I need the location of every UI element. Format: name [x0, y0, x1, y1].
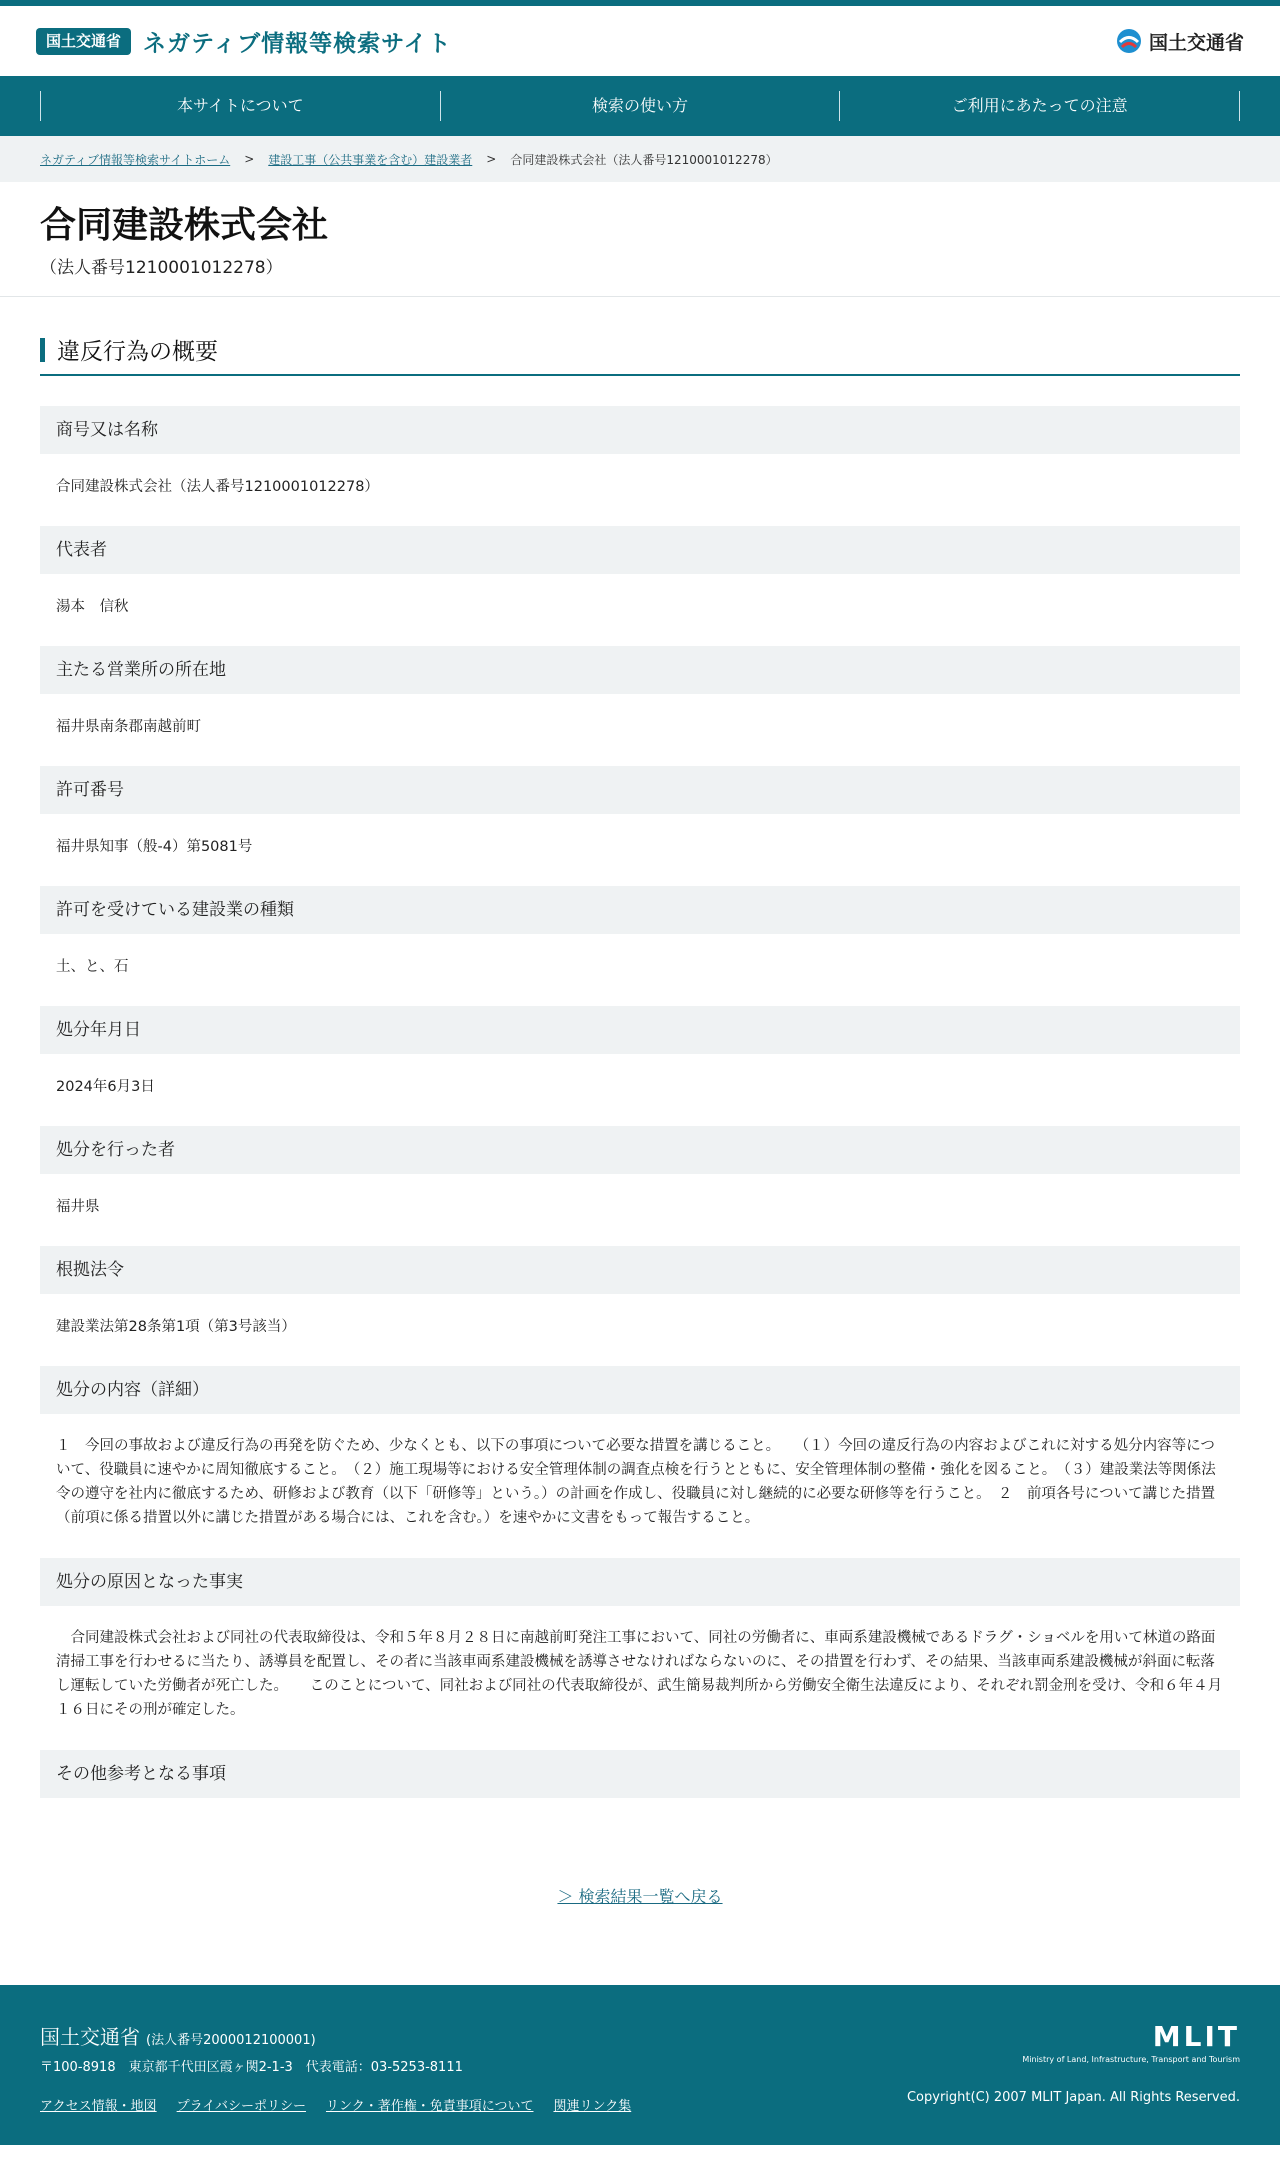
footer-org-corp-no: (法人番号2000012100001) — [146, 2033, 316, 2049]
mlit-emblem-icon — [1115, 27, 1143, 55]
footer-link-access[interactable]: アクセス情報・地図 — [40, 2099, 157, 2115]
nav-about[interactable]: 本サイトについて — [40, 91, 440, 121]
footer-link-related[interactable]: 関連リンク集 — [553, 2099, 632, 2115]
field-value: 福井県南条郡南越前町 — [56, 719, 201, 736]
field-value: 福井県 — [56, 1199, 100, 1216]
field-disposing-authority — [40, 1126, 1240, 1246]
footer-org-name: 国土交通省 — [40, 2025, 140, 2050]
field-label: 根拠法令 — [40, 1246, 1240, 1294]
copyright: Copyright(C) 2007 MLIT Japan. All Rights Reserved. — [906, 2090, 1240, 2106]
site-title: ネガティブ情報等検索サイト — [143, 30, 452, 57]
field-label: 処分年月日 — [40, 1006, 1240, 1054]
breadcrumb — [0, 136, 1280, 182]
mlit-wordmark-subtitle: Ministry of Land, Infrastructure, Transport and Tourism — [1022, 2055, 1240, 2065]
field-representative — [40, 526, 1240, 646]
field-label: 代表者 — [40, 526, 1240, 574]
field-office-location — [40, 646, 1240, 766]
footer-address: 〒100-8918 東京都千代田区霞ヶ関2-1-3 代表電話：03-5253-8111 — [40, 2060, 463, 2076]
field-value: 土、と、石 — [56, 959, 129, 976]
mlit-wordmark: MLIT — [1152, 2020, 1240, 2054]
field-value: 福井県知事（般-4）第5081号 — [56, 839, 253, 856]
field-trade-name — [40, 406, 1240, 526]
heading-accent-bar — [40, 338, 45, 362]
footer-link-copyright[interactable]: リンク・著作権・免責事項について — [325, 2099, 534, 2115]
nav-how-to-search[interactable]: 検索の使い方 — [440, 91, 840, 121]
section-heading — [40, 333, 1240, 376]
footer-mlit-logo — [1022, 2020, 1240, 2065]
field-label: 処分を行った者 — [40, 1126, 1240, 1174]
site-brand[interactable] — [36, 25, 452, 58]
field-license-number — [40, 766, 1240, 886]
field-business-types — [40, 886, 1240, 1006]
field-value: 合同建設株式会社（法人番号1210001012278） — [56, 479, 379, 496]
field-label: 商号又は名称 — [40, 406, 1240, 454]
field-label: 許可を受けている建設業の種類 — [40, 886, 1240, 934]
field-label: 許可番号 — [40, 766, 1240, 814]
back-link-wrap — [40, 1884, 1240, 1907]
field-other-notes — [40, 1750, 1240, 1838]
breadcrumb-separator: > — [486, 152, 497, 166]
page-title-block — [0, 182, 1280, 297]
field-legal-basis — [40, 1246, 1240, 1366]
field-label: 主たる営業所の所在地 — [40, 646, 1240, 694]
breadcrumb-current: 合同建設株式会社（法人番号1210001012278） — [510, 152, 778, 167]
field-disposition-details — [40, 1366, 1240, 1558]
breadcrumb-home[interactable]: ネガティブ情報等検索サイトホーム — [40, 152, 231, 167]
field-label: 処分の内容（詳細） — [40, 1366, 1240, 1414]
breadcrumb-category[interactable]: 建設工事（公共事業を含む）建設業者 — [268, 152, 473, 167]
mlit-logo[interactable] — [1115, 27, 1244, 55]
site-footer — [0, 1985, 1280, 2145]
global-nav — [0, 76, 1280, 136]
section-title: 違反行為の概要 — [57, 339, 218, 366]
corporate-number: （法人番号1210001012278） — [40, 258, 283, 279]
field-cause-facts — [40, 1558, 1240, 1750]
field-value: 合同建設株式会社および同社の代表取締役は、令和５年８月２８日に南越前町発注工事において、同社の労働者に、車両系建設機械であるドラグ・ショベルを用いて林道の路面清掃工事を行わせるに当たり、誘導員を配置し、その者に当該車両系建設機械を誘導させなければならないのに、その措置を行わず、その結果、当該車両系建設機械が斜面に転落し運転していた労働者が死亡した。 このことについて、同社および同社の代表取締役が、武生簡易裁判所から労働安全衛生法違反により、それぞれ罰金刑を受け、令和６年４月１６日にその刑が確定した。 — [56, 1630, 1223, 1719]
nav-usage-notes[interactable]: ご利用にあたっての注意 — [839, 91, 1240, 121]
main-content — [0, 297, 1280, 1907]
site-header — [0, 6, 1280, 76]
field-label: 処分の原因となった事実 — [40, 1558, 1240, 1606]
field-disposition-date — [40, 1006, 1240, 1126]
field-value — [40, 1798, 1240, 1838]
page-title: 合同建設株式会社 — [40, 205, 329, 246]
breadcrumb-separator: > — [244, 152, 255, 166]
field-value: 湯本 信秋 — [56, 599, 129, 616]
footer-link-privacy[interactable]: プライバシーポリシー — [176, 2099, 306, 2115]
field-value: 建設業法第28条第1項（第3号該当） — [56, 1319, 296, 1336]
field-value: 2024年6月3日 — [56, 1079, 155, 1096]
back-to-results-link[interactable]: ＞ 検索結果一覧へ戻る — [557, 1887, 723, 1907]
field-value: １ 今回の事故および違反行為の再発を防ぐため、少なくとも、以下の事項について必要な措置を講じること。 （１）今回の違反行為の内容およびこれに対する処分内容等について、役職員に速やかに周知徹底すること。 （２）施工現場等における安全管理体制の調査点検を行うとともに、安全管理体制の整備・強化を図ること。 （３）建設業法等関係法令の遵守を社内に徹底するため、研修および教育（以下「研修等」という。）の計画を作成し、役職員に対し継続的に必要な研修等を行うこと。 ２ 前項各号について講じた措置（前項に係る措置以外に講じた措置がある場合には、これを含む。）を速やかに文書をもって報告すること。 — [56, 1438, 1216, 1527]
ministry-badge: 国土交通省 — [36, 28, 131, 55]
mlit-logo-text: 国土交通省 — [1148, 31, 1244, 54]
field-label: その他参考となる事項 — [40, 1750, 1240, 1798]
